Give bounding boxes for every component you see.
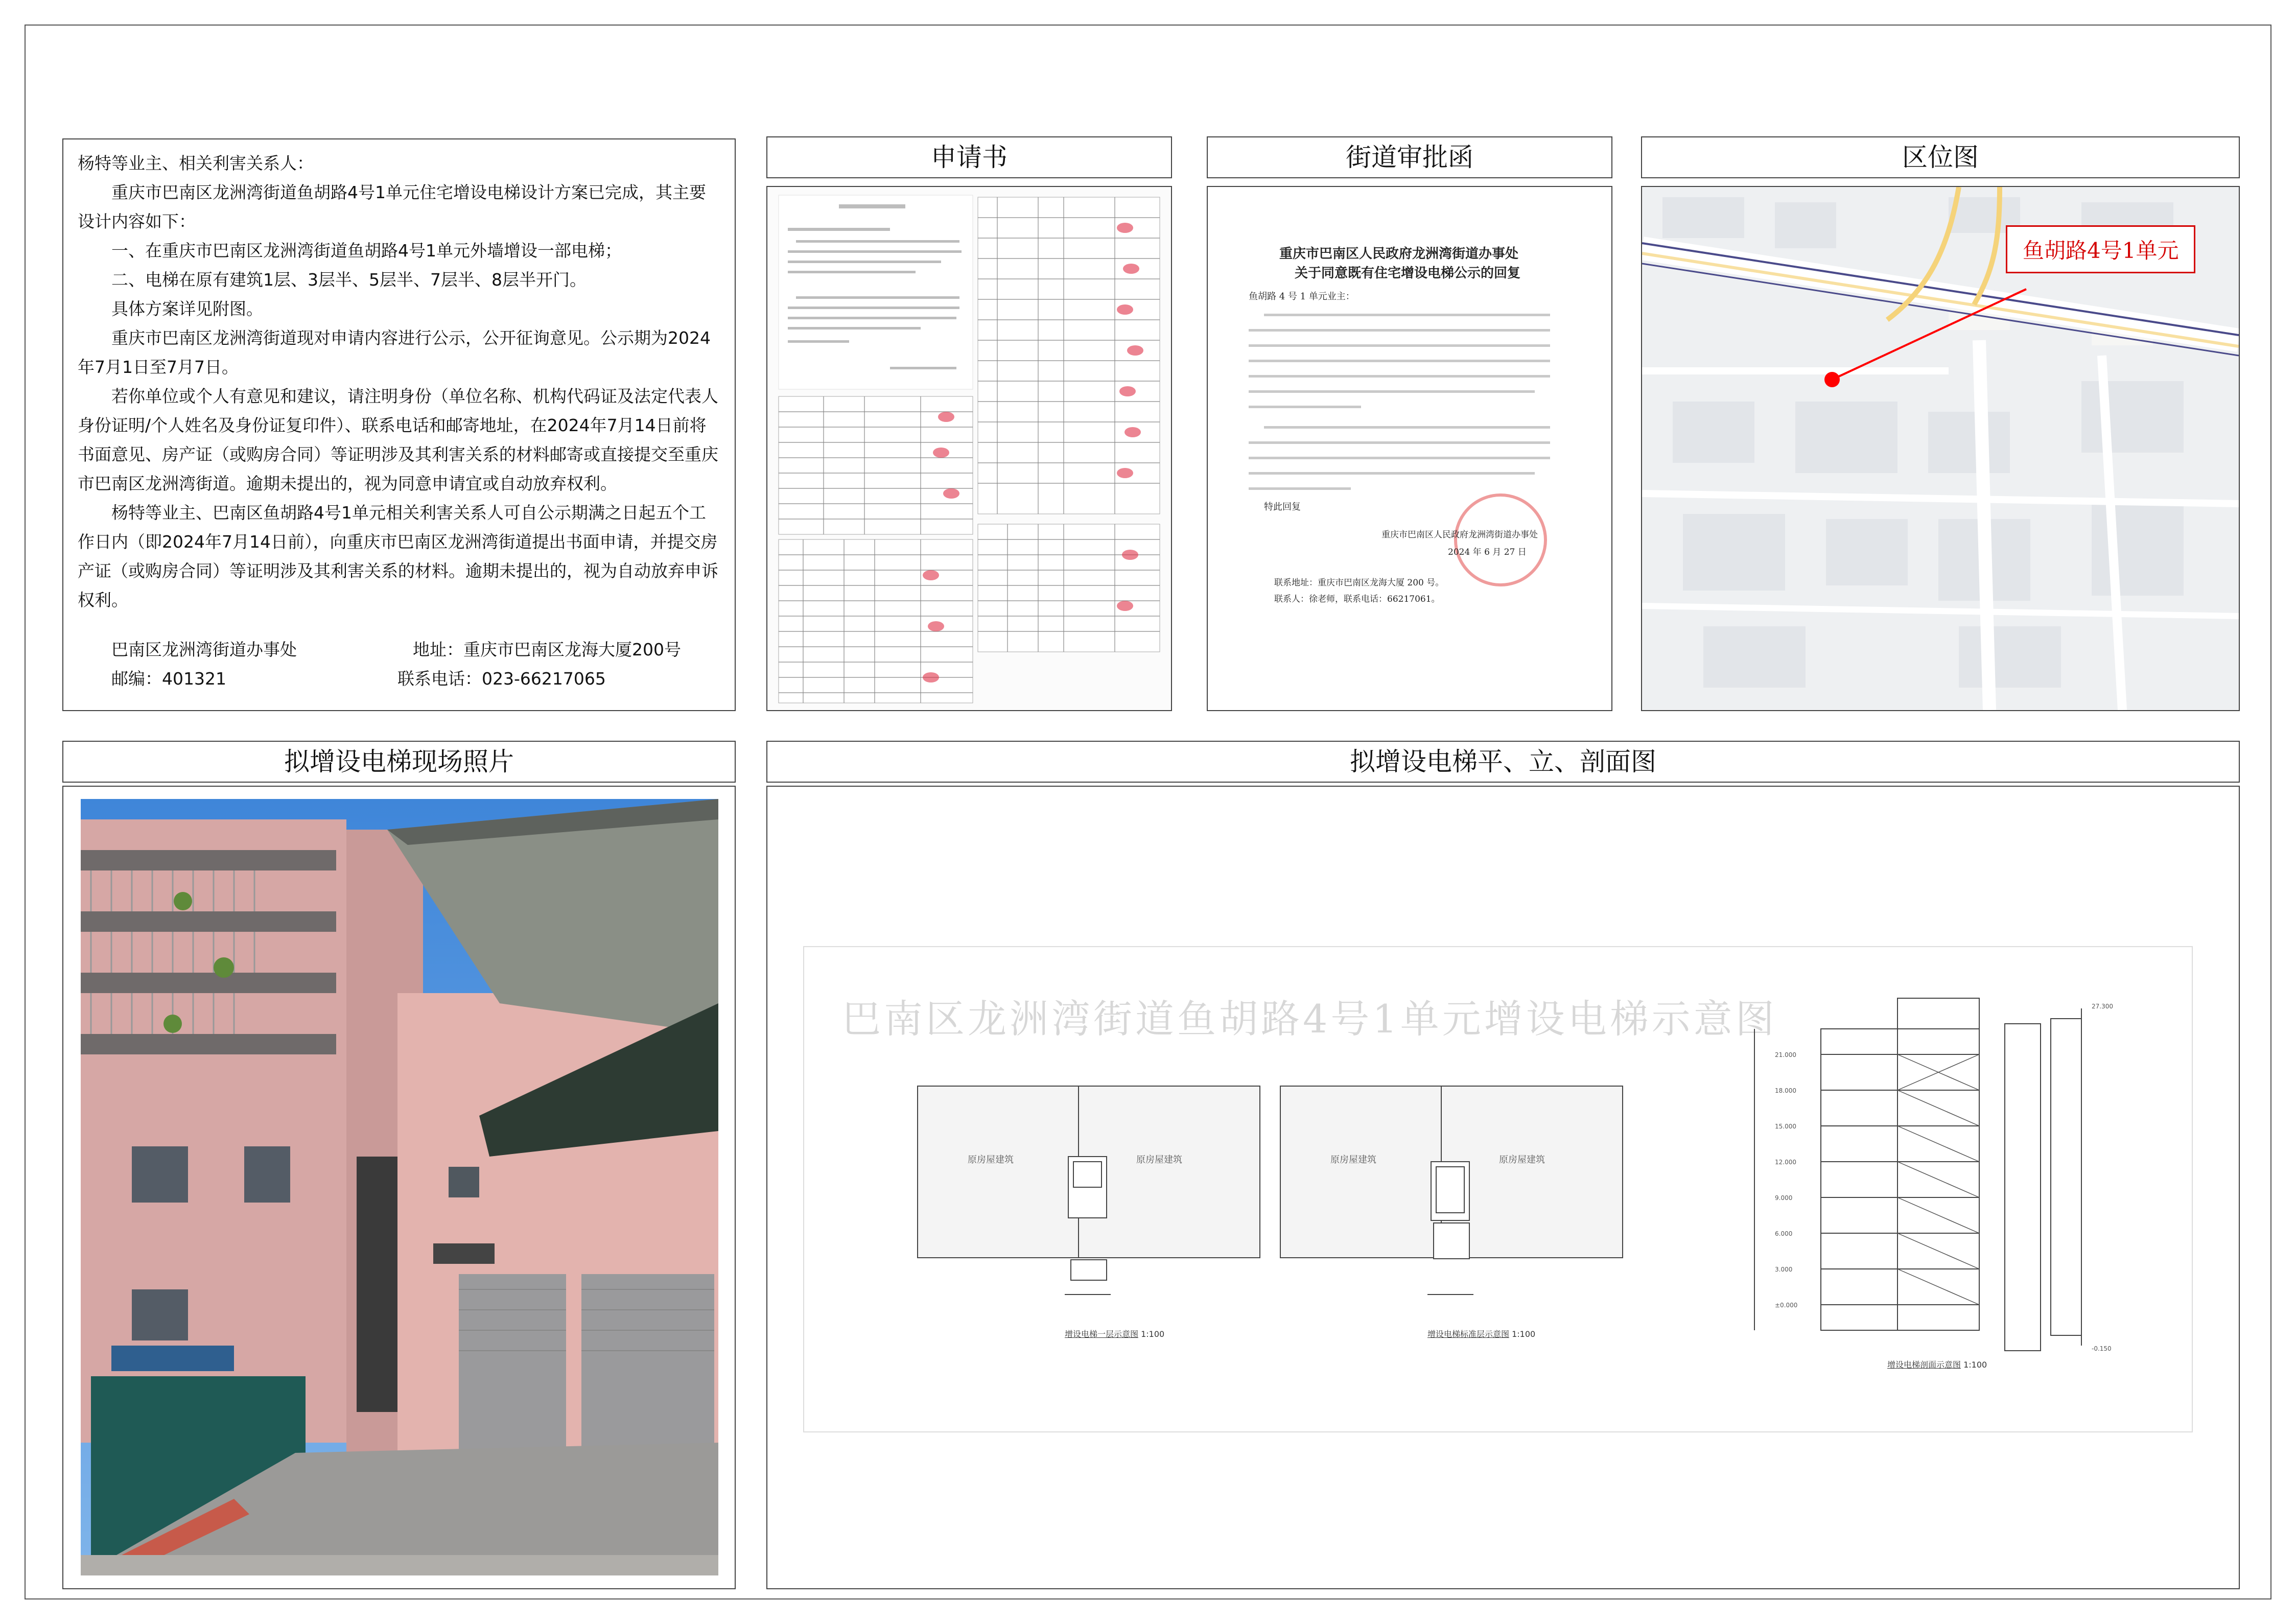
approval-document [1207,186,1612,711]
section-caption: 增设电梯剖面示意图 [1887,1360,1961,1370]
location-title: 区位图 [1641,136,2240,178]
notice-office: 巴南区龙洲湾街道办事处 [111,640,297,660]
notice-item2: 二、电梯在原有建筑1层、3层半、5层半、7层半、8层半开门。 [111,270,587,290]
notice-postcode: 邮编：401321 [111,669,226,689]
svg-text:15.000: 15.000 [1775,1123,1796,1130]
svg-text:原房屋建筑: 原房屋建筑 [1499,1155,1545,1165]
location-label: 鱼胡路4号1单元 [2006,225,2195,273]
svg-text:原房屋建筑: 原房屋建筑 [1330,1155,1376,1165]
notice-item1: 一、在重庆市巴南区龙洲湾街道鱼胡路4号1单元外墙增设一部电梯； [111,241,622,261]
approval-title: 街道审批函 [1207,136,1612,178]
approval-issuer: 重庆市巴南区人民政府龙洲湾街道办事处 [1381,530,1538,540]
svg-text:-0.150: -0.150 [2092,1345,2112,1352]
photo-title: 拟增设电梯现场照片 [62,741,736,783]
section-scale: 1:100 [1963,1360,1987,1370]
approval-heading2: 关于同意既有住宅增设电梯公示的回复 [1295,266,1521,281]
svg-text:12.000: 12.000 [1775,1159,1796,1166]
plan1-room-left: 原房屋建筑 [968,1155,1014,1165]
plan2-caption: 增设电梯标准层示意图 [1427,1329,1510,1339]
notice-para2: 具体方案详见附图。 [111,299,263,319]
application-title: 申请书 [766,136,1172,178]
svg-text:18.000: 18.000 [1775,1087,1796,1094]
svg-text:27.300: 27.300 [2092,1003,2113,1010]
svg-text:21.000: 21.000 [1775,1051,1796,1058]
svg-text:9.000: 9.000 [1775,1194,1793,1202]
svg-text:6.000: 6.000 [1775,1230,1793,1237]
notice-phone: 联系电话：023-66217065 [397,669,606,689]
plan1-room-right: 原房屋建筑 [1136,1155,1182,1165]
public-notice [62,138,736,711]
application-scan [767,187,1171,710]
photo-panel [62,786,736,1589]
drawing-title: 巴南区龙洲湾街道鱼胡路4号1单元增设电梯示意图 [842,996,1777,1042]
approval-contact-person: 联系人：徐老师，联系电话：66217061。 [1274,594,1440,604]
approval-closing: 特此回复 [1264,502,1301,512]
plan2-scale: 1:100 [1512,1329,1536,1339]
svg-text:3.000: 3.000 [1775,1266,1793,1273]
plan1-caption: 增设电梯一层示意图 [1065,1329,1139,1339]
svg-text:±0.000: ±0.000 [1775,1302,1798,1309]
location-map [1641,186,2240,711]
application-document [766,186,1172,711]
notice-para5: 杨特等业主、巴南区鱼胡路4号1单元相关利害关系人可自公示期满之日起五个工作日内（即2024年7月14日前），向重庆市巴南区龙洲湾街道提出书面申请，并提交房产证（或购房合同）等证明涉及其利害关系的材料。逾期未提出的，视为自动放弃申诉权利。 [78,503,718,610]
drawing-sheet [803,946,2193,1432]
site-photo [81,799,718,1575]
notice-greeting: 杨特等业主、相关利害关系人： [78,153,314,173]
notice-address: 地址：重庆市巴南区龙海大厦200号 [413,640,681,660]
notice-para3: 重庆市巴南区龙洲湾街道现对申请内容进行公示，公开征询意见。公示期为2024年7月1日至7月7日。 [78,328,711,377]
notice-para4: 若你单位或个人有意见和建议，请注明身份（单位名称、机构代码证及法定代表人身份证明/个人姓名及身份证复印件）、联系电话和邮寄地址，在2024年7月14日前将书面意见、房产证（或购房合同）等证明涉及其利害关系的材料邮寄或直接提交至重庆市巴南区龙洲湾街道。逾期未提出的，视为同意申请宜或自动放弃权利。 [78,386,718,493]
location-marker [1824,372,1840,387]
approval-addressee: 鱼胡路 4 号 1 单元业主： [1249,291,1355,302]
approval-heading1: 重庆市巴南区人民政府龙洲湾街道办事处 [1279,246,1519,262]
drawing-linework [804,947,2190,1429]
official-seal [1454,493,1547,586]
drawings-title: 拟增设电梯平、立、剖面图 [766,741,2240,783]
drawings-panel [766,786,2240,1589]
plan1-scale: 1:100 [1141,1329,1165,1339]
approval-date: 2024 年 6 月 27 日 [1448,547,1527,557]
approval-contact-address: 联系地址：重庆市巴南区龙海大厦 200 号。 [1274,578,1444,588]
notice-para1: 重庆市巴南区龙洲湾街道鱼胡路4号1单元住宅增设电梯设计方案已完成，其主要设计内容如下： [78,182,706,231]
